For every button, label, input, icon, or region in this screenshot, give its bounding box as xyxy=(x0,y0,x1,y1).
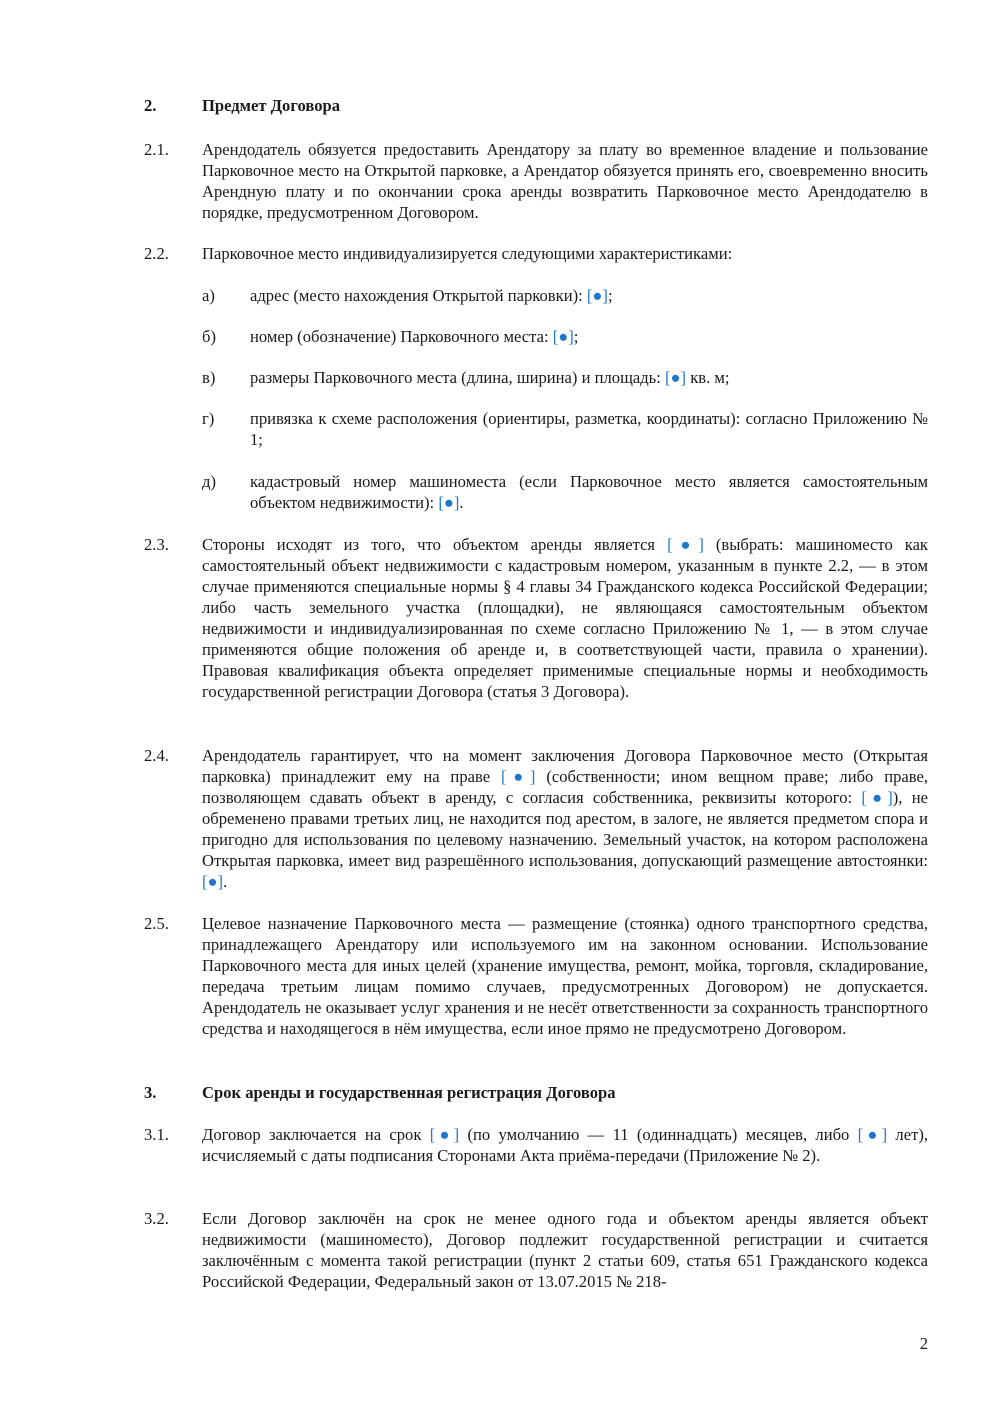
clause-number: 2.3. xyxy=(144,535,169,554)
clause-2-3 xyxy=(144,534,928,702)
clause-text: Стороны исходят из того, что объектом аренды является [●] (выбрать: машиноместо как самостоятельный объект недвижимости с кадастровым номером, указанным в пункте 2.2, — в этом случае применяются специальные нормы § 4 главы 34 Гражданского кодекса Российской Федерации; либо часть земельного участка (площадки), не являющаяся самостоятельным объектом недвижимости и индивидуализированная по схеме согласно Приложению № 1, — в этом случае применяются общие положения об аренде и, в соответствующей части, правила о хранении). Правовая квалификация объекта определяет применимые специальные нормы и необходимость государственной регистрации Договора (статья 3 Договора). xyxy=(202,535,928,701)
clause-text: Если Договор заключён на срок не менее одного года и объектом аренды является объект недвижимости (машиноместо), Договор подлежит государственной регистрации и считается заключённым с момента такой регистрации (пункт 2 статьи 609, статья 651 Гражданского кодекса Российской Федерации, Федеральный закон от 13.07.2015 № 218- xyxy=(202,1209,928,1291)
subitem-g xyxy=(202,408,928,450)
section-title: Срок аренды и государственная регистрация Договора xyxy=(202,1083,616,1102)
clause-text: Арендодатель гарантирует, что на момент заключения Договора Парковочное место (Открытая парковка) принадлежит ему на праве [●] (собственности; ином вещном праве; либо праве, позволяющем сдавать объект в аренду, с согласия собственника, реквизиты которого: [●]), не обременено правами третьих лиц, не находится под арестом, в залоге, не является предметом спора и пригодно для использования по целевому назначению. Земельный участок, на котором расположена Открытая парковка, имеет вид разрешённого использования, допускающий размещение автостоянки: [●]. xyxy=(202,746,928,891)
clause-3-2 xyxy=(144,1208,928,1292)
subitem-text: кадастровый номер машиноместа (если Парковочное место является самостоятельным объектом недвижимости): [●]. xyxy=(250,472,928,512)
clause-number: 3.1. xyxy=(144,1125,169,1144)
clause-number: 2.2. xyxy=(144,244,169,263)
subitem-text: размеры Парковочного места (длина, ширина) и площадь: [●] кв. м; xyxy=(250,368,730,387)
section-title: Предмет Договора xyxy=(202,96,341,115)
clause-text: Договор заключается на срок [●] (по умолчанию — 11 (одиннадцать) месяцев, либо [●] лет), исчисляемый с даты подписания Сторонами Акта приёма-передачи (Приложение № 2). xyxy=(202,1125,929,1165)
placeholder-marker: [●] xyxy=(665,368,687,387)
subitem-letter: а) xyxy=(202,286,215,305)
clause-number: 3.2. xyxy=(144,1209,169,1228)
clause-number: 2.4. xyxy=(144,746,169,765)
subitem-text: адрес (место нахождения Открытой парковки): [●]; xyxy=(250,286,613,305)
placeholder-marker: [●] xyxy=(552,327,574,346)
subitem-a xyxy=(202,285,928,306)
subitem-letter: д) xyxy=(202,472,216,491)
subitem-text: номер (обозначение) Парковочного места: [●]; xyxy=(250,327,579,346)
section-number: 2. xyxy=(144,96,157,115)
subitem-v xyxy=(202,367,928,388)
placeholder-marker: [●] xyxy=(429,1125,460,1144)
clause-2-4 xyxy=(144,745,928,892)
subitem-letter: б) xyxy=(202,327,216,346)
placeholder-marker: [●] xyxy=(857,1125,888,1144)
subitem-letter: в) xyxy=(202,368,216,387)
placeholder-marker: [●] xyxy=(438,493,460,512)
placeholder-marker: [●] xyxy=(667,535,704,554)
subitem-b xyxy=(202,326,928,347)
placeholder-marker: [●] xyxy=(861,788,893,807)
clause-2-2 xyxy=(144,243,928,264)
placeholder-marker: [●] xyxy=(586,286,608,305)
clause-text: Целевое назначение Парковочного места — размещение (стоянка) одного транспортного средства, принадлежащего Арендатору или используемого им на законном основании. Использование Парковочного места для иных целей (хранение имущества, ремонт, мойка, торговля, складирование, передача третьим лицам помимо случаев, предусмотренных Договором) не допускается. Арендодатель не оказывает услуг хранения и не несёт ответственности за сохранность транспортного средства и находящегося в нём имущества, если иное прямо не предусмотрено Договором. xyxy=(202,914,928,1038)
clause-text: Арендодатель обязуется предоставить Арендатору за плату во временное владение и пользование Парковочное место на Открытой парковке, а Арендатор обязуется принять его, своевременно вносить Арендную плату и по окончании срока аренды возвратить Парковочное место Арендодателю в порядке, предусмотренном Договором. xyxy=(202,140,928,222)
placeholder-marker: [●] xyxy=(500,767,536,786)
subitem-text: привязка к схеме расположения (ориентиры, разметка, координаты): согласно Приложению № 1; xyxy=(250,409,928,449)
subitem-letter: г) xyxy=(202,409,215,428)
page-number: 2 xyxy=(919,1334,928,1353)
section-number: 3. xyxy=(144,1083,157,1102)
clause-text: Парковочное место индивидуализируется следующими характеристиками: xyxy=(202,244,733,263)
clause-2-5 xyxy=(144,913,928,1039)
clause-number: 2.1. xyxy=(144,140,169,159)
clause-2-1 xyxy=(144,139,928,223)
clause-number: 2.5. xyxy=(144,914,169,933)
subitem-d xyxy=(202,471,928,513)
clause-3-1 xyxy=(144,1124,928,1166)
placeholder-marker: [●] xyxy=(202,872,224,891)
